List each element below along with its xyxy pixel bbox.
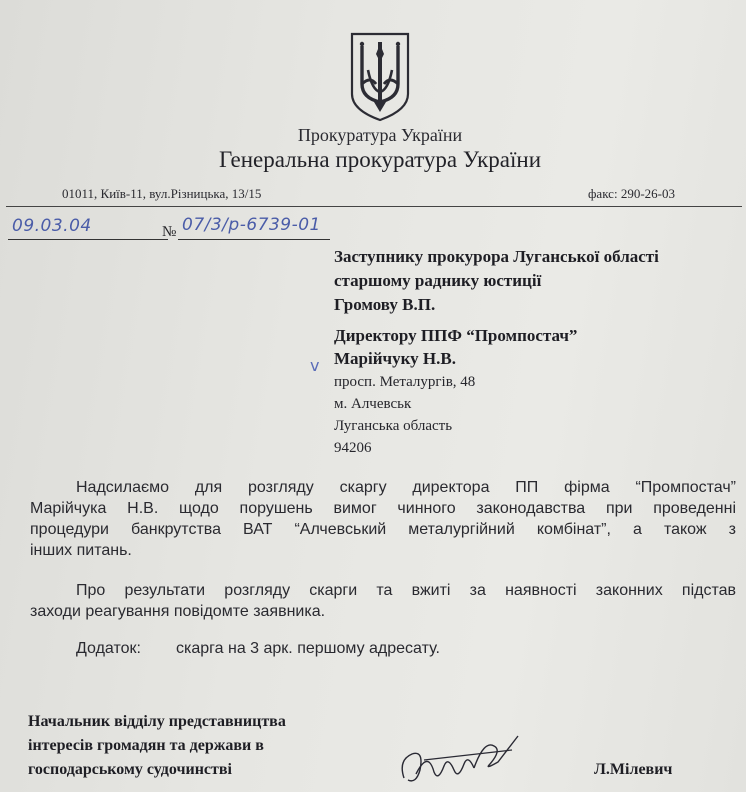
handwritten-check-mark: v bbox=[310, 356, 320, 375]
recipient-2-line-2: Марійчуку Н.В. bbox=[334, 349, 456, 368]
handwritten-date: 09.03.04 bbox=[12, 216, 92, 236]
recipient-2-line-1: Директору ППФ “Промпостач” bbox=[334, 326, 578, 345]
body-paragraph-1-line-1: Надсилаємо для розгляду скаргу директора ПП фірма “Промпостач” bbox=[76, 479, 736, 496]
attachment-label: Додаток: bbox=[76, 640, 141, 657]
number-label: № bbox=[162, 224, 177, 240]
attachment-text: скарга на 3 арк. першому адресату. bbox=[176, 640, 440, 657]
recipient-postcode: 94206 bbox=[334, 440, 372, 456]
date-underline bbox=[8, 239, 168, 240]
body-paragraph-1-line-4: інших питань. bbox=[30, 542, 132, 559]
body-paragraph-1-line-2: Марійчука Н.В. щодо порушень вимог чинного законодавства при проведенні bbox=[30, 500, 736, 517]
body-paragraph-1-line-3: процедури банкрутства ВАТ “Алчевський металургійний комбінат”, а також з bbox=[30, 521, 736, 538]
recipient-1-line-1: Заступнику прокурора Луганської області bbox=[334, 247, 659, 266]
recipient-address-line: просп. Металургів, 48 bbox=[334, 374, 476, 390]
recipient-1-line-2: старшому раднику юстиції bbox=[334, 271, 542, 290]
body-paragraph-2-line-2: заходи реагування повідомте заявника. bbox=[30, 603, 326, 620]
handwritten-signature-icon bbox=[394, 730, 534, 788]
signatory-title-line-1: Начальник відділу представництва bbox=[28, 713, 286, 730]
number-underline bbox=[178, 239, 330, 240]
recipient-address-line: Луганська область bbox=[334, 418, 453, 434]
org-line-1: Прокуратура України bbox=[297, 125, 463, 145]
recipient-1-line-3: Громову В.П. bbox=[334, 295, 436, 314]
handwritten-number: 07/3/р-6739-01 bbox=[182, 215, 321, 235]
org-address: 01011, Київ-11, вул.Різницька, 13/15 bbox=[62, 186, 262, 201]
signatory-title-line-2: інтересів громадян та держави в bbox=[28, 737, 264, 754]
org-fax: факс: 290-26-03 bbox=[588, 186, 675, 201]
org-line-2: Генеральна прокуратура України bbox=[218, 147, 542, 172]
signatory-name: Л.Мілевич bbox=[594, 761, 673, 778]
header-divider bbox=[6, 206, 742, 207]
signatory-title-line-3: господарському судочинстві bbox=[28, 761, 232, 778]
trident-coat-of-arms-icon bbox=[348, 32, 412, 122]
body-paragraph-2-line-1: Про результати розгляду скарги та вжиті за наявності законних підстав bbox=[76, 582, 736, 599]
recipient-address-line: м. Алчевськ bbox=[334, 396, 412, 412]
